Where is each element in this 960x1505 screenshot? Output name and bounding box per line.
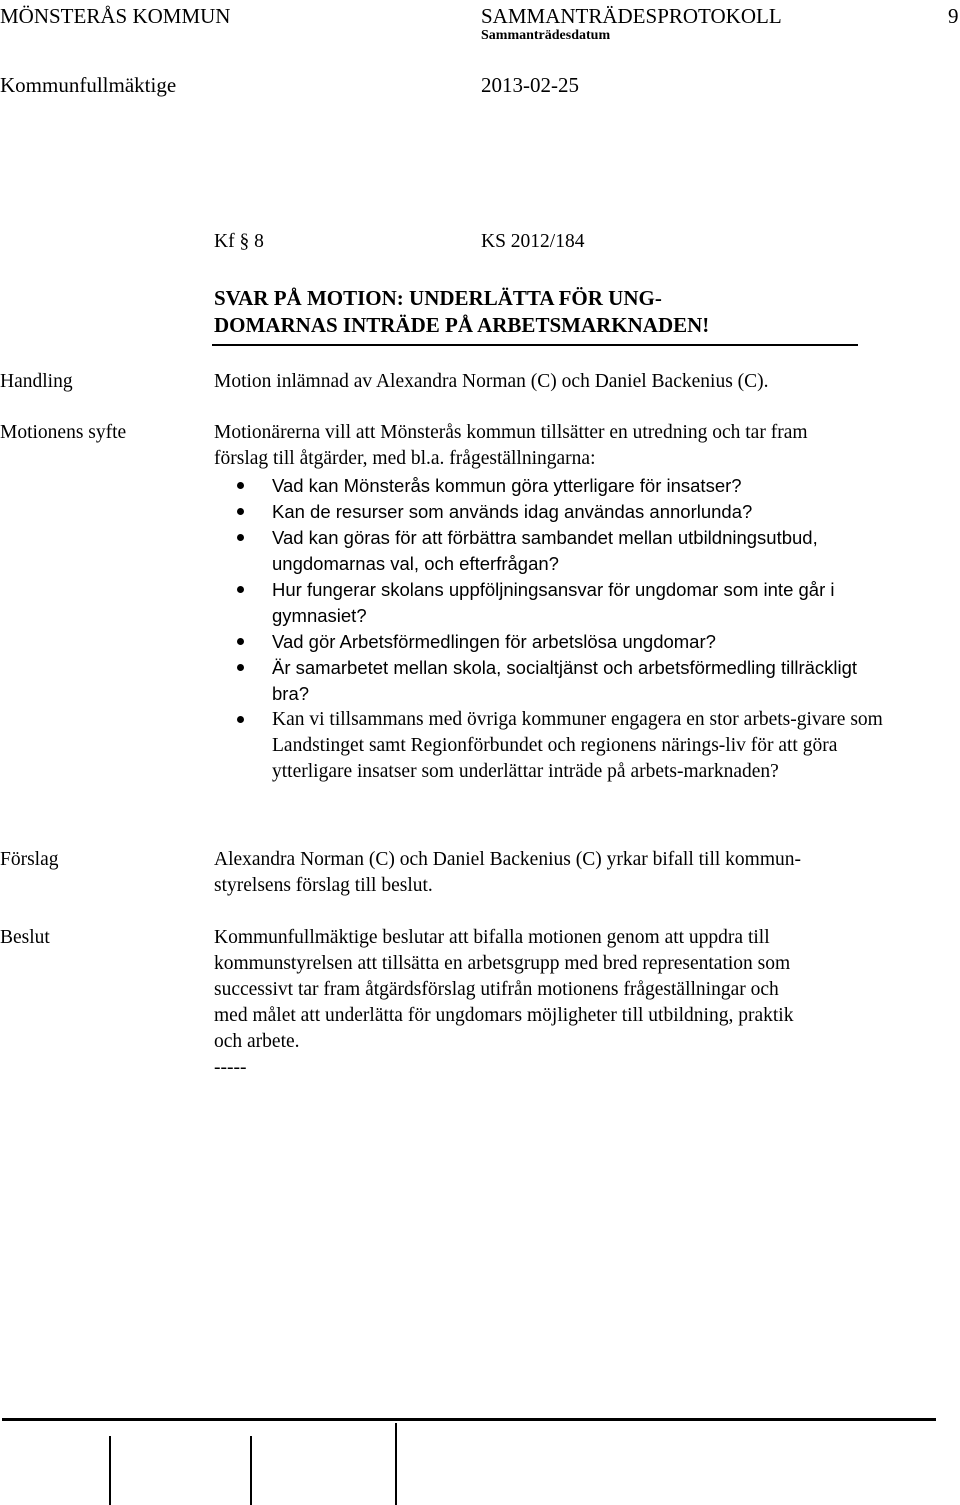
list-item: Hur fungerar skolans uppföljningsansvar för ungdomar som inte går i gymnasiet?	[212, 577, 912, 629]
forslag-text-line-2: styrelsens förslag till beslut.	[214, 875, 433, 896]
beslut-text-line-5: och arbete.	[214, 1031, 300, 1052]
signature-divider	[109, 1436, 111, 1505]
motion-title-line-2: DOMARNAS INTRÄDE PÅ ARBETSMARKNADEN!	[214, 313, 710, 337]
page-number: 9	[948, 4, 959, 28]
syfte-text-line-2: förslag till åtgärder, med bl.a. frågeställningarna:	[214, 448, 596, 469]
footer-rule	[2, 1418, 936, 1421]
label-motionens-syfte: Motionens syfte	[0, 422, 127, 443]
beslut-text-line-4: med målet att underlätta för ungdomars möjligheter till utbildning, praktik	[214, 1005, 794, 1026]
beslut-text-line-1: Kommunfullmäktige beslutar att bifalla motionen genom att uppdra till	[214, 927, 770, 948]
signature-divider	[395, 1423, 397, 1505]
bullet-icon	[237, 508, 244, 515]
list-item: Kan vi tillsammans med övriga kommuner engagera en stor arbets-givare som Landstinget samt Regionförbundet och regionens närings-liv för att göra ytterligare insatser som underlättar inträde på arbets-marknaden?	[212, 707, 910, 785]
list-item: Vad kan göras för att förbättra sambandet mellan utbildningsutbud, ungdomarnas val, och efterfrågan?	[212, 525, 912, 577]
syfte-text-line-1: Motionärerna vill att Mönsterås kommun tillsätter en utredning och tar fram	[214, 422, 808, 443]
list-item: Vad gör Arbetsförmedlingen för arbetslösa ungdomar?	[212, 629, 912, 655]
bullet-icon	[237, 586, 244, 593]
bullet-icon	[237, 716, 244, 723]
meeting-date: 2013-02-25	[481, 73, 579, 97]
signature-divider	[250, 1436, 252, 1505]
list-item: Kan de resurser som används idag användas annorlunda?	[212, 499, 872, 525]
end-mark: -----	[214, 1057, 247, 1078]
date-caption: Sammanträdesdatum	[481, 28, 611, 43]
paragraph-number: Kf § 8	[214, 231, 264, 252]
ks-number: KS 2012/184	[481, 231, 585, 252]
label-forslag: Förslag	[0, 849, 59, 870]
question-list	[212, 473, 912, 785]
title-underline	[212, 344, 858, 346]
list-item: Vad kan Mönsterås kommun göra ytterligare för insatser?	[212, 473, 872, 499]
municipality-name: MÖNSTERÅS KOMMUN	[0, 4, 231, 28]
motion-title-line-1: SVAR PÅ MOTION: UNDERLÄTTA FÖR UNG-	[214, 286, 662, 310]
beslut-text-line-2: kommunstyrelsen att tillsätta en arbetsgrupp med bred representation som	[214, 953, 791, 974]
bullet-icon	[237, 638, 244, 645]
handling-text: Motion inlämnad av Alexandra Norman (C) och Daniel Backenius (C).	[214, 371, 769, 392]
label-handling: Handling	[0, 371, 73, 392]
bullet-icon	[237, 664, 244, 671]
meeting-body: Kommunfullmäktige	[0, 73, 177, 97]
beslut-text-line-3: successivt tar fram åtgärdsförslag utifrån motionens frågeställningar och	[214, 979, 779, 1000]
forslag-text-line-1: Alexandra Norman (C) och Daniel Backenius (C) yrkar bifall till kommun-	[214, 849, 801, 870]
document-type: SAMMANTRÄDESPROTOKOLL	[481, 4, 782, 28]
bullet-icon	[237, 534, 244, 541]
list-item: Är samarbetet mellan skola, socialtjänst och arbetsförmedling tillräckligt bra?	[212, 655, 872, 707]
label-beslut: Beslut	[0, 927, 50, 948]
bullet-icon	[237, 482, 244, 489]
